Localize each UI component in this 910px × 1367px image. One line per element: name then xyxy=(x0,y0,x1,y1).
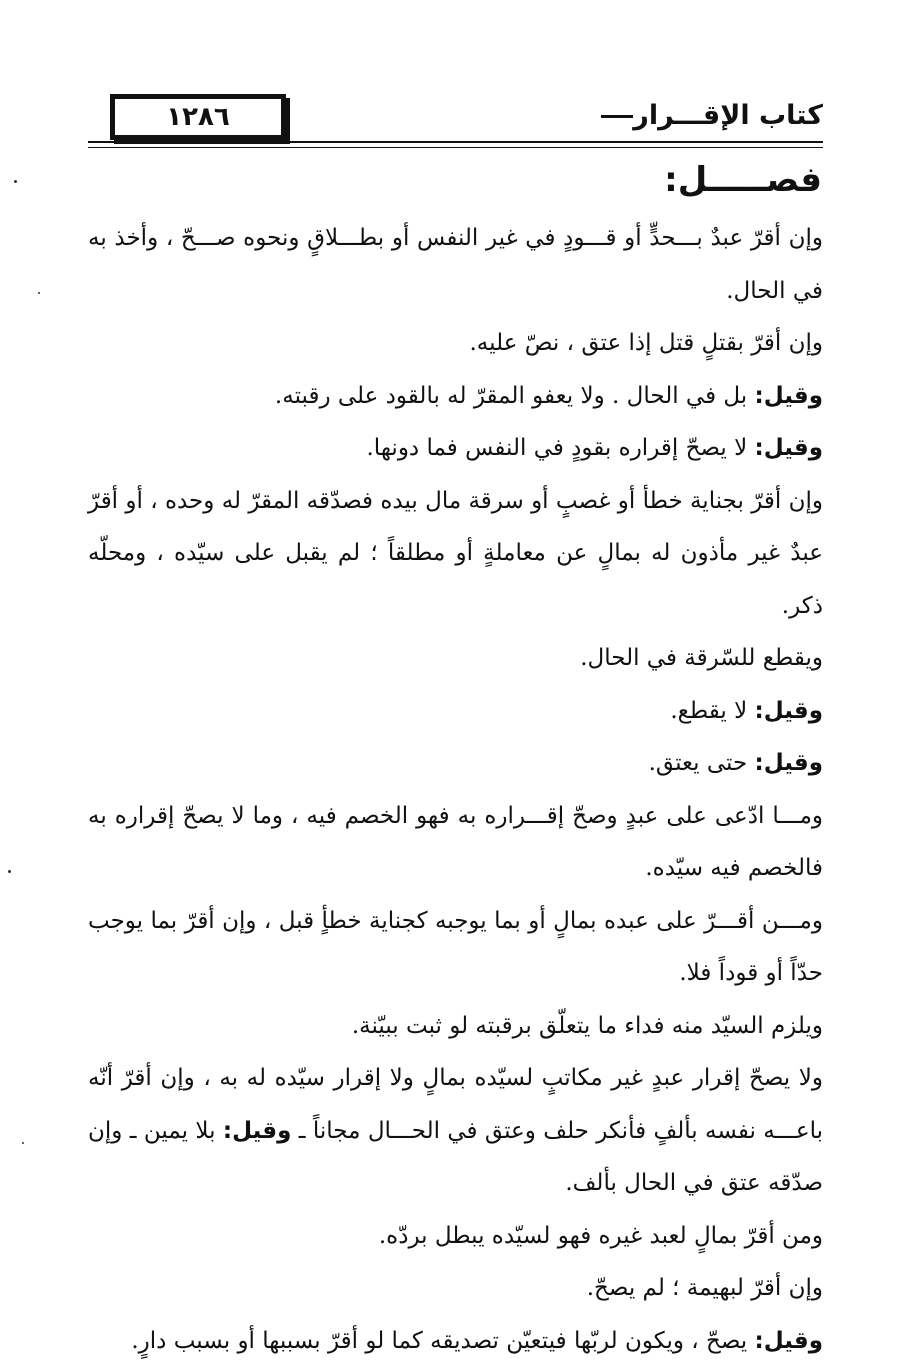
book-title-text: كتاب الإقـــرار xyxy=(633,100,823,131)
paragraph: وقيل: بل في الحال . ولا يعفو المقرّ له بالقود على رقبته. xyxy=(88,370,823,423)
paragraph: وإن أقرّ عبدٌ بـــحدٍّ أو قـــودٍ في غير النفس أو بطـــلاقٍ ونحوه صـــحّ ، وأخذ به في الحال. xyxy=(88,212,823,317)
book-title xyxy=(595,100,823,131)
scan-speck xyxy=(38,292,40,294)
paragraph: وإن أقرّ بقتلٍ قتل إذا عتق ، نصّ عليه. xyxy=(88,317,823,370)
paragraph: ومـــن أقـــرّ على عبده بمالٍ أو بما يوجبه كجناية خطأٍ قبل ، وإن أقرّ بما يوجب حدّاً أو قوداً فلا. xyxy=(88,895,823,1000)
body-text xyxy=(88,212,823,1367)
paragraph: وقيل: لا يصحّ إقراره بقودٍ في النفس فما دونها. xyxy=(88,422,823,475)
scan-speck xyxy=(14,180,17,183)
paragraph: ويقطع للسّرقة في الحال. xyxy=(88,632,823,685)
paragraph: ولا يصحّ إقرار عبدٍ غير مكاتبٍ لسيّده بمالٍ ولا إقرار سيّده له به ، وإن أقرّ أنّه باعـــه نفسه بألفٍ فأنكر حلف وعتق في الحـــال مجاناً ـ وقيل: بلا يمين ـ وإن صدّقه عتق في الحال بألف. xyxy=(88,1052,823,1210)
scan-speck xyxy=(8,870,11,873)
paragraph: وقيل: لا يقطع. xyxy=(88,685,823,738)
paragraph: وإن أقرّ لبهيمة ؛ لم يصحّ. xyxy=(88,1262,823,1315)
title-dash xyxy=(601,115,633,118)
page-number: ١٢٨٦ xyxy=(166,102,229,132)
paragraph: ويلزم السيّد منه فداء ما يتعلّق برقبته لو ثبت ببيّنة. xyxy=(88,1000,823,1053)
section-heading: فصـــــل: xyxy=(664,160,822,200)
scan-speck xyxy=(22,1142,24,1144)
paragraph: وقيل: حتى يعتق. xyxy=(88,737,823,790)
paragraph: وقيل: يصحّ ، ويكون لربّها فيتعيّن تصديقه كما لو أقرّ بسببها أو بسبب دارٍ. xyxy=(88,1315,823,1367)
header-rule xyxy=(88,141,823,143)
paragraph: وإن أقرّ بجناية خطأ أو غصبٍ أو سرقة مال بيده فصدّقه المقرّ له وحده ، أو أقرّ عبدٌ غير مأذون له بمالٍ عن معاملةٍ أو مطلقاً ؛ لم يقبل على سيّده ، ومحلّه ذكر. xyxy=(88,475,823,633)
paragraph: ومن أقرّ بمالٍ لعبد غيره فهو لسيّده يبطل بردّه. xyxy=(88,1210,823,1263)
header-rule-thin xyxy=(88,147,823,148)
page-number-box xyxy=(110,94,286,140)
paragraph: ومـــا ادّعى على عبدٍ وصحّ إقـــراره به فهو الخصم فيه ، وما لا يصحّ إقراره به فالخصم فيه سيّده. xyxy=(88,790,823,895)
page-header xyxy=(88,88,823,150)
